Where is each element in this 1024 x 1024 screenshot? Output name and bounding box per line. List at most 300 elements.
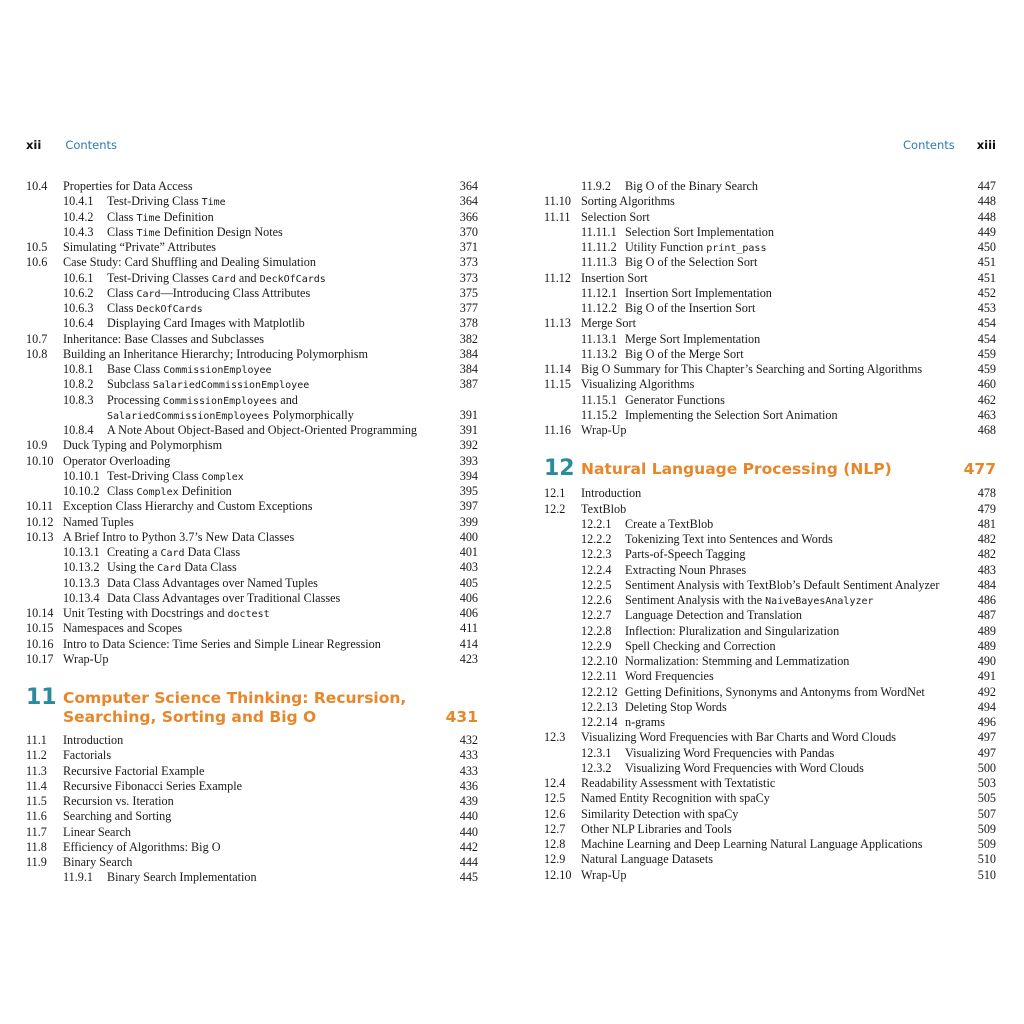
entry-title-text: Parts-of-Speech Tagging	[625, 547, 746, 562]
entry-title-text: Using the	[107, 560, 158, 575]
entry-number: 11.10	[544, 194, 571, 209]
entry-title-text: Test-Driving Class	[107, 194, 202, 209]
toc-entry	[26, 423, 478, 438]
toc-entry	[26, 748, 478, 763]
toc-entry	[26, 347, 478, 362]
entry-page: 483	[977, 562, 996, 577]
entry-page: 364	[459, 179, 478, 193]
entry-title	[625, 654, 849, 669]
entry-number: 11.13.1	[581, 331, 618, 346]
entry-number: 11.15.1	[581, 392, 618, 407]
entry-title-text: Generator Functions	[625, 392, 725, 407]
toc-entry	[26, 545, 478, 560]
toc-entry	[544, 685, 996, 700]
entry-page: 490	[977, 654, 996, 668]
entry-title	[581, 377, 694, 392]
toc-entry	[26, 362, 478, 377]
entry-title-text: Class	[107, 301, 137, 315]
entry-title-text: Wrap-Up	[581, 423, 627, 437]
toc-entry	[544, 578, 996, 593]
entry-number: 12.2.8	[581, 623, 612, 638]
entry-page: 463	[977, 407, 996, 422]
entry-title-text: Similarity Detection with spaCy	[581, 806, 739, 821]
entry-page: 442	[459, 839, 478, 854]
entry-title	[107, 301, 203, 317]
entry-number: 10.4.3	[63, 224, 94, 239]
toc-entry	[544, 593, 996, 608]
entry-title	[107, 362, 272, 378]
entry-number: 10.6	[26, 255, 48, 270]
entry-number: 12.2.4	[581, 562, 612, 577]
chapter-title	[581, 460, 892, 479]
toc-entry	[26, 316, 478, 331]
entry-number: 11.9.2	[581, 179, 612, 193]
entry-page: 375	[459, 285, 478, 300]
entry-page: 433	[459, 763, 478, 778]
entry-code: DeckOfCards	[136, 304, 203, 315]
entry-title-text: Factorials	[63, 748, 112, 763]
entry-title	[107, 393, 298, 409]
entry-title-text: Class	[107, 209, 137, 224]
toc-entry	[544, 776, 996, 791]
chapter-number: 12	[544, 456, 575, 482]
entry-page: 450	[977, 240, 996, 254]
toc-entry	[544, 624, 996, 639]
entry-page: 436	[459, 778, 478, 793]
entry-page: 433	[459, 748, 478, 763]
toc-entry	[26, 484, 478, 499]
entry-title	[625, 761, 864, 776]
entry-title	[625, 332, 760, 347]
entry-title-text: Binary Search	[63, 855, 133, 869]
entry-code: CommissionEmployees	[162, 395, 278, 407]
toc-entry	[544, 563, 996, 578]
entry-title	[63, 779, 242, 794]
entry-number: 10.8.4	[63, 423, 94, 437]
entry-title	[107, 408, 354, 424]
entry-page: 454	[977, 331, 996, 346]
entry-title-text: Introduction	[63, 733, 124, 747]
entry-number: 10.10.1	[63, 468, 100, 483]
entry-code: Complex	[136, 487, 179, 498]
entry-page: 451	[977, 270, 996, 285]
entry-page: 393	[459, 453, 478, 468]
entry-page: 494	[977, 699, 996, 714]
entry-number: 10.9	[26, 438, 48, 453]
entry-page: 448	[977, 194, 996, 209]
chapter-title	[63, 689, 406, 727]
page-folio: xii	[26, 138, 42, 152]
toc-entry	[26, 210, 478, 225]
entry-title	[625, 547, 745, 562]
toc-entry	[26, 454, 478, 469]
entry-code: CommissionEmployee	[163, 365, 272, 376]
entry-title	[625, 669, 714, 684]
entry-page: 447	[977, 179, 996, 193]
entry-page: 391	[459, 423, 478, 437]
entry-page: 448	[977, 209, 996, 224]
entry-number: 12.1	[544, 486, 566, 501]
entry-number: 11.13	[544, 316, 571, 331]
entry-title-text: Visualizing Word Frequencies with Bar Charts and Word Clouds	[581, 730, 897, 745]
entry-page: 406	[459, 590, 478, 605]
entry-title	[625, 746, 834, 761]
entry-number: 12.6	[544, 806, 566, 821]
entry-code: Card	[136, 288, 161, 300]
entry-title-text: Extracting Noun Phrases	[625, 562, 747, 577]
entry-number: 12.4	[544, 776, 566, 790]
entry-title	[625, 347, 744, 362]
entry-title	[63, 637, 381, 652]
entry-title-text: Wrap-Up	[63, 651, 109, 666]
toc-entry	[26, 515, 478, 530]
entry-title-text: Test-Driving Class	[107, 468, 202, 483]
entry-title-text: —Introducing Class Attributes	[160, 285, 311, 300]
running-head-label: Contents	[65, 138, 118, 152]
entry-title	[107, 484, 232, 500]
entry-title-text: Language Detection and Translation	[625, 608, 803, 623]
entry-title	[581, 194, 675, 209]
toc-entry	[26, 637, 478, 652]
toc-entry	[26, 240, 478, 255]
entry-number: 11.12.2	[581, 301, 618, 315]
entry-page: 384	[459, 346, 478, 361]
entry-page: 496	[977, 715, 996, 729]
entry-number: 10.13	[26, 529, 54, 544]
entry-title	[625, 700, 727, 715]
running-head	[903, 138, 996, 152]
entry-number: 11.12.1	[581, 285, 618, 300]
entry-page: 509	[977, 821, 996, 836]
entry-title	[63, 825, 131, 840]
entry-number: 11.13.2	[581, 346, 618, 361]
toc-entry	[544, 332, 996, 347]
entry-page: 482	[977, 547, 996, 562]
entry-title-text: and	[277, 392, 298, 407]
toc-entry	[26, 194, 478, 209]
entry-page: 439	[459, 794, 478, 808]
toc-entry	[544, 194, 996, 209]
toc-entry	[544, 608, 996, 623]
entry-title-text: Binary Search Implementation	[107, 870, 257, 885]
entry-title	[107, 316, 305, 331]
entry-title-text: Introduction	[581, 486, 642, 501]
entry-title-text: Big O of the Binary Search	[625, 179, 759, 193]
entry-title	[581, 502, 626, 517]
entry-number: 10.13.3	[63, 575, 100, 590]
entry-title	[581, 791, 770, 806]
entry-title	[625, 578, 939, 593]
toc-entry	[544, 286, 996, 301]
entry-title-text: Insertion Sort Implementation	[625, 285, 772, 300]
entry-title-text: Efficiency of Algorithms: Big O	[63, 839, 221, 854]
toc-entry	[26, 764, 478, 779]
entry-title	[625, 517, 713, 532]
entry-title-text: Selection Sort	[581, 209, 650, 224]
toc-section	[544, 179, 996, 438]
entry-title	[63, 438, 222, 453]
entry-title-text: Class	[107, 285, 137, 300]
entry-title-text: Big O of the Merge Sort	[625, 346, 744, 361]
toc-entry	[544, 532, 996, 547]
entry-page: 468	[977, 423, 996, 437]
entry-page: 509	[977, 837, 996, 851]
entry-title-text: Utility Function	[625, 240, 707, 254]
entry-number: 10.12	[26, 514, 54, 529]
entry-page: 371	[459, 240, 478, 254]
entry-title-text: Definition Design Notes	[160, 224, 283, 239]
toc-entry	[544, 393, 996, 408]
entry-number: 12.2.9	[581, 638, 612, 653]
entry-title-text: Intro to Data Science: Time Series and Simple Linear Regression	[63, 636, 381, 651]
entry-page: 479	[977, 501, 996, 516]
toc-entry	[544, 240, 996, 255]
entry-title-text: Machine Learning and Deep Learning Natural Language Applications	[581, 837, 923, 851]
entry-page: 370	[459, 224, 478, 239]
entry-number: 10.16	[26, 636, 54, 651]
entry-title	[63, 652, 109, 667]
entry-page: 459	[977, 362, 996, 376]
toc-entry	[544, 210, 996, 225]
entry-title-text: Spell Checking and Correction	[625, 638, 776, 653]
chapter-heading	[26, 685, 478, 733]
entry-title-text: Deleting Stop Words	[625, 699, 727, 714]
entry-title-text: Subclass	[107, 377, 153, 392]
entry-page: 460	[977, 377, 996, 392]
entry-title	[581, 730, 896, 745]
entry-number: 12.2.14	[581, 715, 618, 729]
entry-page: 449	[977, 224, 996, 239]
chapter-page: 431	[445, 708, 478, 726]
toc-entry	[26, 255, 478, 270]
entry-title-text: Test-Driving Classes	[107, 270, 212, 285]
entry-code: Time	[201, 197, 226, 209]
toc-entry	[544, 868, 996, 883]
entry-title	[63, 606, 270, 622]
entry-page: 454	[977, 316, 996, 331]
toc-entry	[26, 332, 478, 347]
entry-number: 11.6	[26, 809, 47, 824]
entry-page: 399	[459, 514, 478, 529]
entry-number: 11.2	[26, 748, 47, 763]
entry-title	[625, 301, 755, 316]
entry-title	[581, 868, 627, 883]
entry-title	[625, 639, 776, 654]
toc-entry	[26, 225, 478, 240]
entry-title	[63, 748, 111, 763]
entry-title	[63, 855, 132, 870]
entry-number: 12.3	[544, 730, 566, 745]
entry-number: 11.16	[544, 423, 571, 437]
entry-page: 378	[459, 316, 478, 331]
entry-number: 10.13.4	[63, 590, 100, 605]
entry-page: 423	[459, 651, 478, 666]
entry-number: 12.10	[544, 867, 572, 882]
entry-title-text: Displaying Card Images with Matplotlib	[107, 316, 305, 331]
entry-title-text: Case Study: Card Shuffling and Dealing Simulation	[63, 255, 316, 270]
entry-page: 440	[459, 809, 478, 824]
entry-title-text: n-grams	[625, 715, 665, 729]
entry-number: 10.4.2	[63, 209, 94, 224]
entry-title	[63, 764, 204, 779]
toc-entry	[544, 517, 996, 532]
entry-title-text: Tokenizing Text into Sentences and Words	[625, 532, 833, 546]
entry-title	[581, 776, 775, 791]
entry-title	[63, 809, 171, 824]
entry-number: 10.13.2	[63, 560, 100, 575]
entry-title-text: Properties for Data Access	[63, 179, 193, 193]
toc-entry	[26, 179, 478, 194]
entry-number: 11.8	[26, 839, 47, 854]
entry-title-text: Other NLP Libraries and Tools	[581, 821, 732, 836]
entry-title-text: Selection Sort Implementation	[625, 224, 774, 239]
entry-number: 11.4	[26, 778, 47, 793]
entry-page: 482	[977, 532, 996, 546]
entry-number: 12.2.2	[581, 532, 612, 546]
entry-title	[63, 179, 193, 194]
entry-page: 459	[977, 346, 996, 361]
entry-title	[63, 255, 316, 270]
entry-title	[63, 794, 174, 809]
entry-number: 10.8.1	[63, 362, 94, 376]
entry-title-text: Getting Definitions, Synonyms and Antonyms from WordNet	[625, 684, 925, 699]
entry-title-text: Implementing the Selection Sort Animation	[625, 407, 838, 422]
entry-page: 503	[977, 776, 996, 790]
entry-title-text: Visualizing Word Frequencies with Word Clouds	[625, 760, 864, 775]
chapter-number: 11	[26, 685, 57, 710]
entry-title-text: Recursive Fibonacci Series Example	[63, 778, 243, 793]
entry-title	[107, 377, 309, 393]
entry-number: 10.5	[26, 240, 48, 254]
toc-entry	[544, 654, 996, 669]
entry-page: 403	[459, 560, 478, 575]
entry-title-text: Sentiment Analysis with TextBlob’s Default Sentiment Analyzer	[625, 577, 940, 592]
entry-number: 10.8.3	[63, 392, 94, 407]
entry-page: 481	[977, 516, 996, 531]
entry-title-text: Building an Inheritance Hierarchy; Introducing Polymorphism	[63, 346, 368, 361]
entry-title	[63, 454, 170, 469]
entry-title	[107, 545, 240, 561]
toc-entry	[26, 855, 478, 870]
entry-number: 11.12	[544, 270, 571, 285]
toc-entry	[544, 746, 996, 761]
toc-entry	[544, 761, 996, 776]
entry-page: 487	[977, 608, 996, 623]
entry-title-text: Sentiment Analysis with the	[625, 593, 766, 607]
toc-entry	[26, 560, 478, 575]
entry-title-text: Inheritance: Base Classes and Subclasses	[63, 331, 265, 346]
entry-page: 405	[459, 575, 478, 590]
entry-number: 10.11	[26, 499, 53, 514]
entry-title	[625, 563, 746, 578]
entry-title-text: A Brief Intro to Python 3.7’s New Data Classes	[63, 529, 295, 544]
entry-title-text: Definition	[178, 484, 232, 498]
toc-entry	[26, 794, 478, 809]
entry-number: 12.2.1	[581, 516, 612, 531]
entry-title-text: Big O Summary for This Chapter’s Searching and Sorting Algorithms	[581, 362, 923, 376]
entry-code: Time	[136, 227, 161, 239]
entry-number: 11.7	[26, 824, 47, 839]
entry-code: SalariedCommissionEmployee	[152, 380, 310, 392]
entry-title	[107, 870, 257, 885]
entry-title	[63, 347, 368, 362]
toc-entry	[26, 733, 478, 748]
entry-title	[581, 807, 738, 822]
toc-entry	[544, 486, 996, 501]
entry-title	[625, 624, 839, 639]
toc-entry	[544, 852, 996, 867]
entry-page: 489	[977, 638, 996, 653]
entry-title	[625, 532, 833, 547]
entry-number: 11.3	[26, 763, 47, 778]
toc-entry	[544, 547, 996, 562]
entry-title-text: Insertion Sort	[581, 270, 648, 285]
entry-title-text: Merge Sort	[581, 316, 636, 331]
entry-title-text: Normalization: Stemming and Lemmatization	[625, 654, 850, 668]
entry-page: 452	[977, 285, 996, 300]
entry-page: 395	[459, 484, 478, 498]
entry-title	[625, 393, 725, 408]
entry-number: 11.15	[544, 377, 571, 392]
entry-title	[107, 194, 226, 210]
entry-page: 492	[977, 684, 996, 699]
toc-entry	[26, 393, 478, 408]
toc-entry	[544, 791, 996, 806]
entry-page: 444	[459, 855, 478, 869]
entry-number: 10.6.3	[63, 301, 94, 315]
entry-number: 11.1	[26, 733, 47, 747]
toc-entry	[544, 837, 996, 852]
entry-code: NaiveBayesAnalyzer	[765, 596, 874, 607]
entry-page: 451	[977, 255, 996, 270]
entry-number: 10.14	[26, 606, 54, 620]
entry-number: 10.10	[26, 453, 54, 468]
entry-title-text: Data Class	[181, 560, 237, 575]
entry-number: 12.5	[544, 791, 566, 806]
entry-title	[63, 240, 216, 255]
entry-title-text: TextBlob	[581, 501, 627, 516]
entry-page: 505	[977, 791, 996, 806]
toc-section	[26, 733, 478, 886]
entry-title	[625, 179, 758, 194]
entry-title	[107, 271, 326, 287]
entry-title	[625, 240, 766, 256]
entry-code: Complex	[201, 471, 244, 483]
entry-title-text: Sorting Algorithms	[581, 194, 675, 209]
entry-title	[581, 837, 922, 852]
entry-title	[625, 255, 757, 270]
entry-title-text: Processing	[107, 392, 163, 407]
toc-entry	[544, 316, 996, 331]
toc-entry	[544, 715, 996, 730]
chapter-title-line: Natural Language Processing (NLP)	[581, 460, 892, 479]
toc-section	[26, 179, 478, 667]
entry-number: 11.9	[26, 855, 47, 869]
entry-number: 12.2.13	[581, 699, 618, 714]
entry-number: 10.15	[26, 621, 54, 636]
entry-page: 406	[459, 606, 478, 620]
entry-page: 397	[459, 499, 478, 514]
entry-title	[581, 852, 713, 867]
entry-title	[63, 530, 294, 545]
entry-page: 411	[460, 621, 478, 636]
entry-number: 12.2	[544, 501, 566, 516]
entry-code: Card	[211, 273, 236, 285]
entry-title-text: Data Class Advantages over Traditional Classes	[107, 590, 341, 605]
entry-number: 12.2.11	[581, 669, 618, 684]
entry-title-text: Recursion vs. Iteration	[63, 794, 174, 808]
toc-entry	[544, 179, 996, 194]
